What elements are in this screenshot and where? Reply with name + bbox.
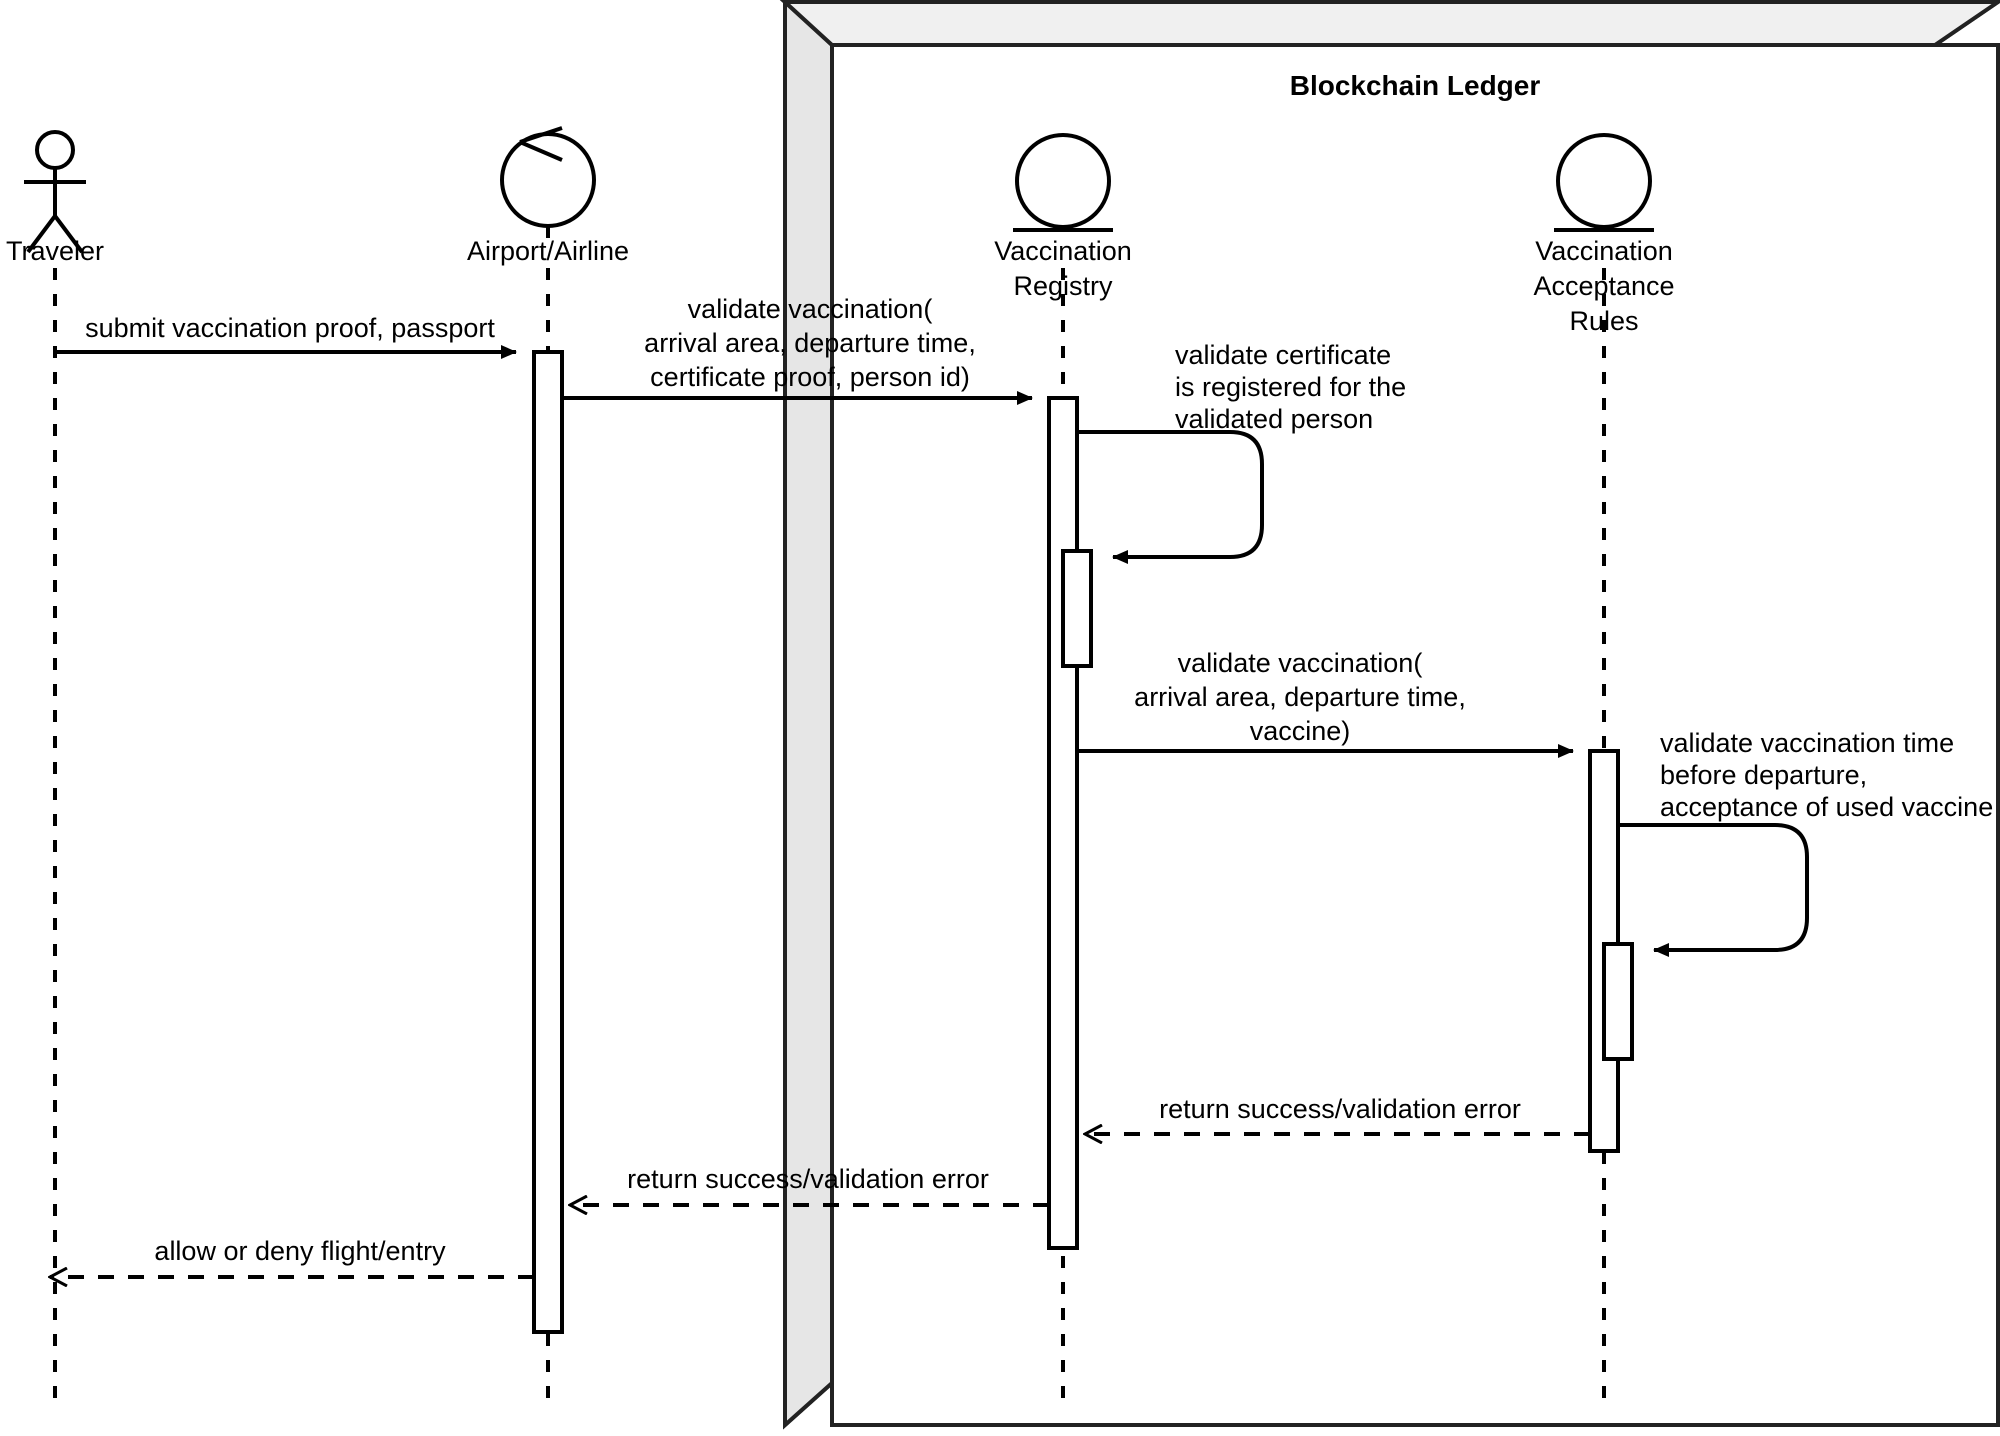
message-m4-label-line2: arrival area, departure time, [1134, 682, 1466, 712]
ledger-box-left-face-top [785, 2, 832, 1425]
message-m3-label-line2: is registered for the [1175, 372, 1407, 402]
activation-vaccination-acceptance-rules-nested [1604, 944, 1632, 1059]
actor-stick-figure-icon [24, 132, 86, 252]
message-m5-label-line2: before departure, [1660, 760, 1868, 790]
activation-airport-airline [534, 352, 562, 1332]
message-m1-label-line1: submit vaccination proof, passport [85, 313, 495, 343]
lifeline-label-vaccination-registry-line2: Registry [1013, 271, 1113, 301]
message-m8 [50, 1236, 534, 1277]
lifeline-label-vaccination-acceptance-rules-line1: Vaccination [1535, 236, 1673, 266]
lifeline-label-traveler: Traveler [5, 236, 105, 266]
message-m5-label-line3: acceptance of used vaccine [1660, 792, 1994, 822]
message-m3-label-line1: validate certificate [1175, 340, 1392, 370]
message-m6-label-line1: return success/validation error [1159, 1094, 1521, 1124]
message-m1 [55, 313, 516, 352]
message-m7-label-line1: return success/validation error [627, 1164, 989, 1194]
ledger-title: Blockchain Ledger [1289, 70, 1541, 101]
lifeline-label-vaccination-acceptance-rules-line2: Acceptance [1533, 271, 1675, 301]
message-m2-label-line1: validate vaccination( [687, 294, 933, 324]
lifeline-label-vaccination-acceptance-rules-line3: Rules [1569, 306, 1639, 336]
message-m2-label-line3: certificate proof, person id) [650, 362, 970, 392]
lifeline-head-airport-airline [467, 128, 629, 266]
lifeline-label-vaccination-registry-line1: Vaccination [994, 236, 1132, 266]
message-m4-label-line3: vaccine) [1249, 716, 1351, 746]
message-m5-label-line1: validate vaccination time [1660, 728, 1955, 758]
activation-vaccination-registry-nested [1063, 551, 1091, 666]
lifeline-label-airport-airline: Airport/Airline [466, 236, 630, 266]
lifeline-head-traveler [6, 132, 104, 266]
ledger-box-top-face-top [785, 2, 1998, 45]
control-circle-arrow-icon [502, 128, 594, 238]
message-m4-label-line1: validate vaccination( [1177, 648, 1423, 678]
message-m3-label-line3: validated person [1175, 404, 1374, 434]
message-m8-label-line1: allow or deny flight/entry [154, 1236, 446, 1266]
message-m2-label-line2: arrival area, departure time, [644, 328, 976, 358]
activation-vaccination-registry [1049, 398, 1077, 1248]
blockchain-ledger-container [785, 2, 1998, 1425]
